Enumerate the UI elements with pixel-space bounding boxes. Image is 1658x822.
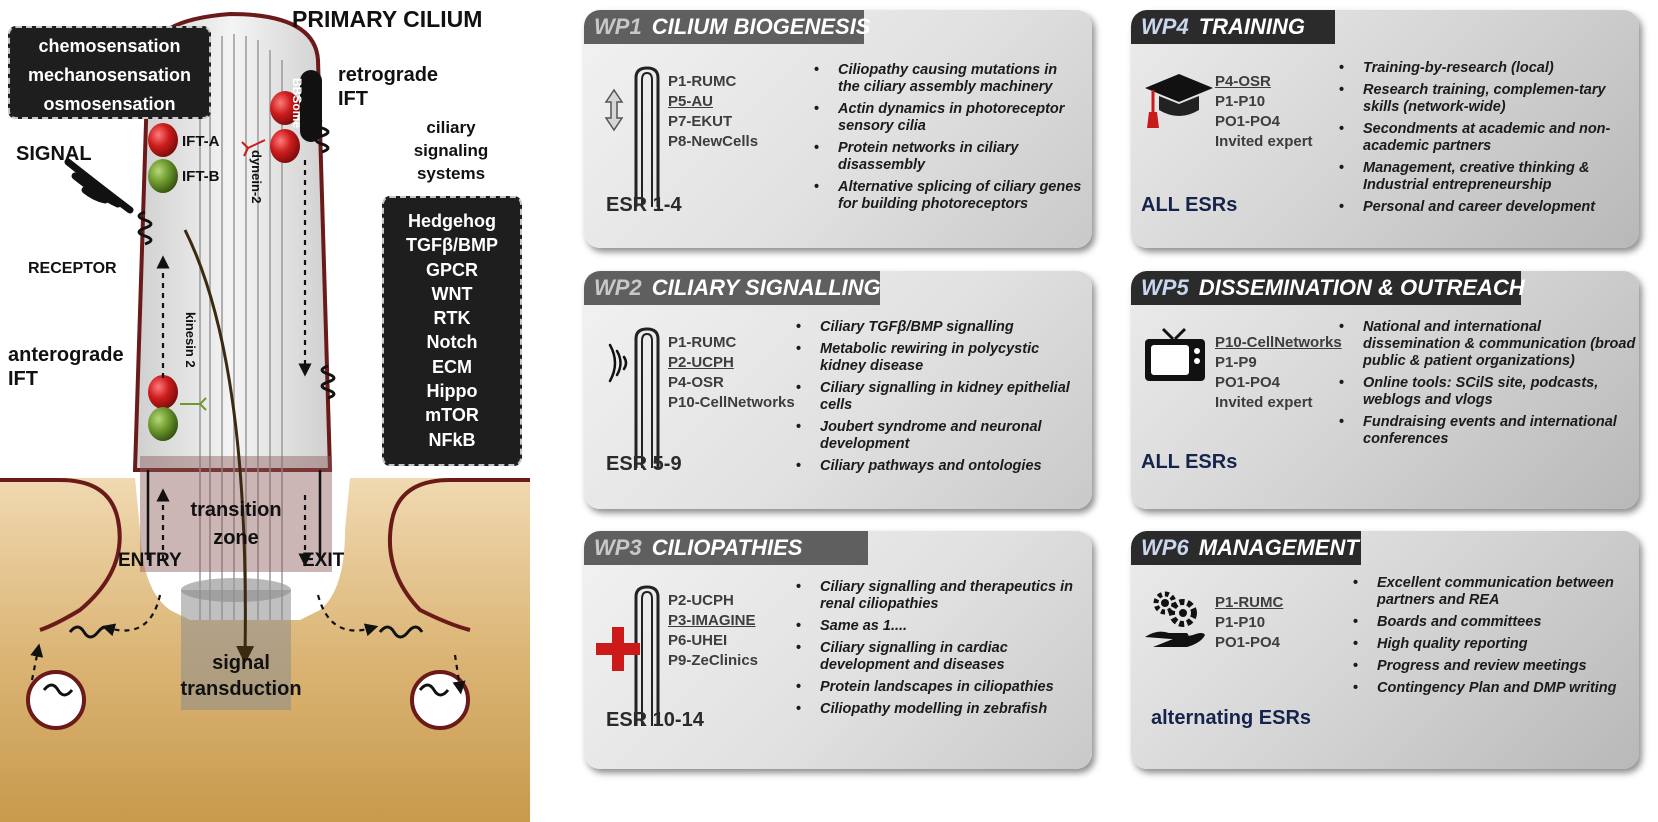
task-item: • Ciliary TGFβ/BMP signalling bbox=[794, 319, 1084, 336]
task-item: • High quality reporting bbox=[1351, 636, 1635, 653]
anterograde-ift-label: anterograde IFT bbox=[8, 344, 124, 390]
partner: Invited expert bbox=[1215, 394, 1313, 411]
wp5-card bbox=[1131, 271, 1639, 509]
task-item: • Boards and committees bbox=[1351, 614, 1635, 631]
wp1-card bbox=[584, 10, 1092, 248]
system-item: mTOR bbox=[425, 405, 479, 426]
card-header bbox=[584, 271, 880, 305]
ift-a-label: IFT-A bbox=[182, 133, 220, 150]
system-item: WNT bbox=[431, 283, 473, 304]
task-item: • Progress and review meetings bbox=[1351, 658, 1635, 675]
wp-id: WP5 bbox=[1141, 275, 1189, 300]
task-item: • Personal and career development bbox=[1337, 199, 1637, 216]
wp6-card bbox=[1131, 531, 1639, 769]
transition-zone-label: transition zone bbox=[190, 499, 282, 549]
kinesin-label: kinesin 2 bbox=[183, 312, 198, 368]
dynein-label: dynein-2 bbox=[249, 150, 264, 204]
partner: PO1-PO4 bbox=[1215, 113, 1281, 130]
card-header bbox=[1131, 10, 1335, 44]
task-item: • Online tools: SCilS site, podcasts, weblogs and vlogs bbox=[1337, 375, 1637, 409]
retrograde-ift-label: retrograde IFT bbox=[338, 64, 439, 110]
entry-label: ENTRY bbox=[118, 550, 182, 571]
system-item: ECM bbox=[432, 356, 472, 377]
television-icon bbox=[1143, 325, 1207, 385]
partner-list bbox=[668, 72, 758, 152]
wp-title: DISSEMINATION & OUTREACH bbox=[1198, 275, 1525, 300]
task-list bbox=[812, 62, 1082, 218]
partner: P4-OSR bbox=[668, 374, 724, 391]
task-item: • National and international dissemination & communication (broad public & patient organizations) bbox=[1337, 319, 1637, 370]
partner: P1-P10 bbox=[1215, 93, 1266, 110]
task-item: • Same as 1.... bbox=[794, 618, 1084, 635]
lead-partner: P2-UCPH bbox=[668, 354, 734, 371]
lead-partner: P10-CellNetworks bbox=[1215, 334, 1342, 351]
system-item: RTK bbox=[433, 308, 471, 329]
task-list bbox=[794, 319, 1084, 480]
systems-heading: ciliary signaling systems bbox=[413, 118, 489, 183]
task-item: • Research training, complemen-tary skills (network-wide) bbox=[1337, 82, 1637, 116]
partner: PO1-PO4 bbox=[1215, 634, 1281, 651]
card-header bbox=[584, 10, 871, 44]
task-item: • Actin dynamics in photoreceptor sensory cilia bbox=[812, 101, 1082, 135]
partner: P1-RUMC bbox=[668, 334, 737, 351]
wp-id: WP3 bbox=[594, 535, 642, 560]
task-item: • Ciliopathy causing mutations in the ciliary assembly machinery bbox=[812, 62, 1082, 96]
wp-title: MANAGEMENT bbox=[1198, 535, 1359, 560]
receptor-label: RECEPTOR bbox=[28, 260, 117, 277]
system-item: NFkB bbox=[428, 429, 476, 450]
task-item: • Metabolic rewiring in polycystic kidney disease bbox=[794, 341, 1084, 375]
partner: P1-RUMC bbox=[668, 73, 737, 90]
task-item: • Fundraising events and international conferences bbox=[1337, 414, 1637, 448]
system-item: Notch bbox=[426, 332, 478, 353]
lead-partner: P5-AU bbox=[668, 93, 714, 110]
partner: P1-P9 bbox=[1215, 354, 1257, 371]
task-item: • Ciliary signalling in cardiac development and diseases bbox=[794, 640, 1084, 674]
wp-title: CILIOPATHIES bbox=[651, 535, 803, 560]
lead-partner: P1-RUMC bbox=[1215, 594, 1284, 611]
partner: P6-UHEI bbox=[668, 632, 728, 649]
signal-transduction-label: signal transduction bbox=[180, 652, 302, 700]
primary-cilium-diagram bbox=[0, 0, 530, 822]
signaling-systems-box bbox=[382, 196, 522, 466]
esr-label: ALL ESRs bbox=[1141, 194, 1238, 216]
ift-b-label: IFT-B bbox=[182, 168, 220, 185]
sensing-item: chemosensation bbox=[38, 36, 181, 56]
wp-title: CILIUM BIOGENESIS bbox=[651, 14, 871, 39]
task-item: • Secondments at academic and non-academic partners bbox=[1337, 121, 1637, 155]
diagram-title: PRIMARY CILIUM bbox=[292, 6, 483, 32]
partner-list bbox=[668, 333, 795, 413]
gears-hand-icon bbox=[1143, 585, 1209, 651]
bbsome-label: BBSome bbox=[290, 78, 304, 129]
task-item: • Ciliopathy modelling in zebrafish bbox=[794, 701, 1084, 718]
esr-label: ALL ESRs bbox=[1141, 451, 1238, 473]
task-list bbox=[794, 579, 1084, 723]
esr-label: ESR 10-14 bbox=[606, 709, 704, 731]
exit-label: EXIT bbox=[302, 550, 345, 571]
task-item: • Alternative splicing of ciliary genes for building photoreceptors bbox=[812, 179, 1082, 213]
task-item: • Protein landscapes in ciliopathies bbox=[794, 679, 1084, 696]
card-header bbox=[1131, 271, 1525, 305]
partner: Invited expert bbox=[1215, 133, 1313, 150]
esr-label: alternating ESRs bbox=[1151, 707, 1312, 729]
task-item: • Protein networks in ciliary disassembly bbox=[812, 140, 1082, 174]
partner: P1-P10 bbox=[1215, 614, 1266, 631]
wp-id: WP1 bbox=[594, 14, 642, 39]
sensing-item: mechanosensation bbox=[27, 65, 192, 85]
lead-partner: P4-OSR bbox=[1215, 73, 1271, 90]
system-item: Hedgehog bbox=[408, 211, 496, 231]
partner: P9-ZeClinics bbox=[668, 652, 759, 669]
task-item: • Training-by-research (local) bbox=[1337, 60, 1637, 77]
partner-list bbox=[1215, 593, 1283, 653]
system-item: Hippo bbox=[426, 381, 478, 402]
esr-label: ESR 1-4 bbox=[606, 194, 682, 216]
task-list bbox=[1337, 60, 1637, 221]
wp-id: WP4 bbox=[1141, 14, 1189, 39]
up-down-arrow-icon bbox=[602, 62, 672, 212]
partner: P7-EKUT bbox=[668, 113, 733, 130]
task-item: • Management, creative thinking & Industrial entrepreneurship bbox=[1337, 160, 1637, 194]
task-item: • Excellent communication between partners and REA bbox=[1351, 575, 1635, 609]
task-list bbox=[1351, 575, 1635, 702]
system-item: TGFβ/BMP bbox=[406, 235, 498, 256]
wp-title: TRAINING bbox=[1198, 14, 1306, 39]
esr-label: ESR 5-9 bbox=[606, 453, 682, 475]
partner: P10-CellNetworks bbox=[668, 394, 795, 411]
wp2-card bbox=[584, 271, 1092, 509]
lead-partner: P3-IMAGINE bbox=[668, 612, 756, 629]
partner-list bbox=[1215, 333, 1342, 413]
wp3-card bbox=[584, 531, 1092, 769]
card-header bbox=[584, 531, 868, 565]
signal-waves-icon bbox=[602, 323, 672, 473]
partner-list bbox=[668, 591, 758, 671]
task-item: • Contingency Plan and DMP writing bbox=[1351, 680, 1635, 697]
graduation-cap-icon bbox=[1141, 66, 1215, 132]
partner: P8-NewCells bbox=[668, 133, 759, 150]
partner: P2-UCPH bbox=[668, 592, 734, 609]
task-item: • Ciliary signalling and therapeutics in renal ciliopathies bbox=[794, 579, 1084, 613]
wp4-card bbox=[1131, 10, 1639, 248]
wp-title: CILIARY SIGNALLING bbox=[651, 275, 881, 300]
task-item: • Ciliary signalling in kidney epithelial cells bbox=[794, 380, 1084, 414]
card-header bbox=[1131, 531, 1361, 565]
task-list bbox=[1337, 319, 1637, 453]
task-item: • Joubert syndrome and neuronal development bbox=[794, 419, 1084, 453]
partner-list bbox=[1215, 72, 1313, 152]
sensing-item: osmosensation bbox=[43, 94, 176, 114]
wp-id: WP6 bbox=[1141, 535, 1189, 560]
system-item: GPCR bbox=[425, 259, 478, 280]
partner: PO1-PO4 bbox=[1215, 374, 1281, 391]
signal-label: SIGNAL bbox=[16, 143, 92, 165]
task-item: • Ciliary pathways and ontologies bbox=[794, 458, 1084, 475]
sensing-box bbox=[8, 26, 211, 119]
wp-id: WP2 bbox=[594, 275, 642, 300]
